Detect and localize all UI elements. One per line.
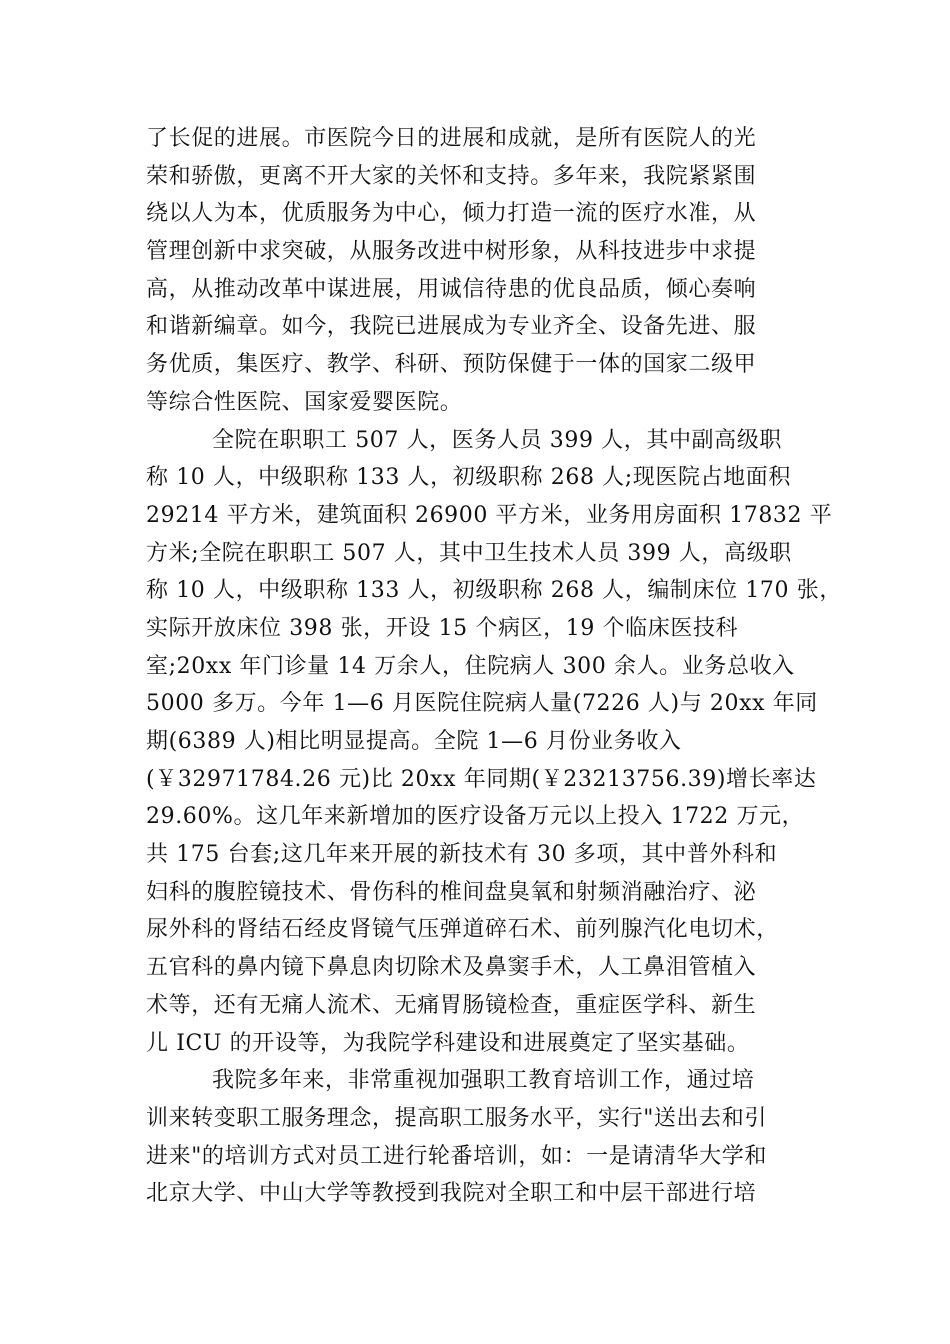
text-line: 管理创新中求突破，从服务改进中树形象，从科技进步中求提 <box>146 239 757 265</box>
text-line: 妇科的腹腔镜技术、骨伤科的椎间盘臭氧和射频消融治疗、泌 <box>146 879 757 905</box>
text-line: 称 10 人，中级职称 133 人，初级职称 268 人;现医院占地面积 <box>146 465 791 491</box>
text-line: 务优质，集医疗、教学、科研、预防保健于一体的国家二级甲 <box>146 352 757 378</box>
paragraph-hospital-statistics <box>146 422 842 1063</box>
paragraph-staff-training <box>146 1062 806 1213</box>
text-line: 室;20xx 年门诊量 14 万余人，住院病人 300 余人。业务总收入 <box>146 653 795 679</box>
text-line: 实际开放床位 398 张，开设 15 个病区，19 个临床医技科 <box>146 615 739 641</box>
text-line: 术等，还有无痛人流术、无痛胃肠镜检查，重症医学科、新生 <box>146 992 757 1018</box>
text-line: 29214 平方米，建筑面积 26900 平方米，业务用房面积 17832 平 <box>146 502 833 528</box>
text-line: 和谐新编章。如今，我院已进展成为专业齐全、设备先进、服 <box>146 314 757 340</box>
text-line: 等综合性医院、国家爱婴医院。 <box>146 389 463 415</box>
text-line: 进来"的培训方式对员工进行轮番培训，如：一是请清华大学和 <box>146 1143 767 1169</box>
text-line: 称 10 人，中级职称 133 人，初级职称 268 人，编制床位 170 张， <box>146 578 842 604</box>
text-line: (￥32971784.26 元)比 20xx 年同期(￥23213756.39)增长率达 <box>146 766 817 792</box>
text-line: 我院多年来，非常重视加强职工教育培训工作，通过培 <box>212 1068 755 1094</box>
text-line: 方米;全院在职职工 507 人，其中卫生技术人员 399 人，高级职 <box>146 540 792 566</box>
document-body <box>146 120 842 1213</box>
text-line: 儿 ICU 的开设等，为我院学科建设和进展奠定了坚实基础。 <box>146 1030 750 1056</box>
text-line: 期(6389 人)相比明显提高。全院 1—6 月份业务收入 <box>146 729 682 754</box>
text-line: 尿外科的肾结石经皮肾镜气压弹道碎石术、前列腺汽化电切术， <box>146 917 779 943</box>
text-line: 了长促的进展。市医院今日的进展和成就，是所有医院人的光 <box>146 126 757 151</box>
text-line: 共 175 台套;这几年来开展的新技术有 30 多项，其中普外科和 <box>146 842 778 868</box>
text-line: 训来转变职工服务理念，提高职工服务水平，实行"送出去和引 <box>146 1105 767 1131</box>
text-line: 全院在职职工 507 人，医务人员 399 人，其中副高级职 <box>212 427 782 453</box>
text-line: 五官科的鼻内镜下鼻息肉切除术及鼻窦手术，人工鼻泪管植入 <box>146 955 757 981</box>
text-line: 绕以人为本，优质服务为中心，倾力打造一流的医疗水准，从 <box>146 201 757 227</box>
paragraph-hospital-progress <box>146 120 806 422</box>
text-line: 荣和骄傲，更离不开大家的关怀和支持。多年来，我院紧紧围 <box>146 163 757 189</box>
text-line: 29.60%。这几年来新增加的医疗设备万元以上投入 1722 万元， <box>146 804 805 830</box>
text-line: 5000 多万。今年 1—6 月医院住院病人量(7226 人)与 20xx 年同 <box>146 691 818 717</box>
text-line: 北京大学、中山大学等教授到我院对全职工和中层干部进行培 <box>146 1181 757 1207</box>
text-line: 高，从推动改革中谋进展，用诚信待患的优良品质，倾心奏响 <box>146 276 757 302</box>
